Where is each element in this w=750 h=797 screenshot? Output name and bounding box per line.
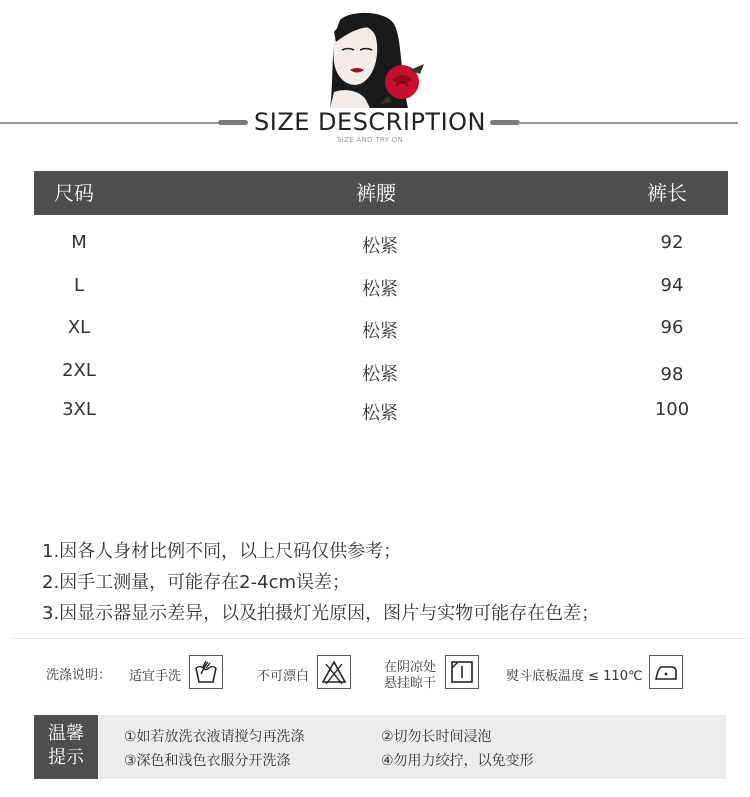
page-title: SIZE DESCRIPTION: [254, 108, 486, 136]
cell-waist: 松紧: [362, 236, 398, 257]
care-text-iron: 熨斗底板温度 ≤ 110℃: [506, 669, 643, 684]
care-text-no-bleach: 不可漂白: [257, 669, 310, 684]
hand-wash-icon: [189, 655, 223, 689]
note-line: 3.因显示器显示差异，以及拍摄灯光原因，图片与实物可能存在色差；: [42, 603, 600, 624]
care-label: 洗涤说明：: [46, 668, 112, 683]
table-row: [34, 360, 728, 400]
line-dry-shade-icon: [445, 655, 479, 689]
note-line: 2.因手工测量，可能存在2-4cm误差；: [42, 572, 351, 593]
no-bleach-icon: [317, 655, 351, 689]
tip-item: ④勿用力绞拧，以免变形: [381, 753, 534, 769]
cell-size: XL: [67, 317, 91, 338]
page-subtitle: SIZE AND TRY ON: [336, 136, 404, 144]
size-table-header: [34, 171, 728, 215]
tip-item: ①如若放洗衣液请搅匀再洗涤: [124, 729, 305, 745]
care-text-hand-wash: 适宜手洗: [129, 669, 182, 684]
tip-item: ②切勿长时间浸泡: [381, 729, 492, 745]
iron-low-heat-icon: [649, 655, 683, 689]
column-header-waist: 裤腰: [356, 181, 396, 205]
cell-size: M: [71, 232, 87, 253]
cell-length: 92: [660, 232, 684, 253]
cell-length: 94: [660, 275, 684, 296]
woman-with-rose-icon: [330, 12, 430, 108]
table-row: [34, 399, 728, 439]
logo-illustration: [330, 12, 430, 108]
table-row: [34, 275, 728, 315]
tips-title-line1: 温馨: [48, 723, 84, 744]
cell-length: 100: [654, 399, 690, 420]
table-row: [34, 317, 728, 357]
tip-item: ③深色和浅色衣服分开洗涤: [124, 753, 291, 769]
cell-size: 2XL: [62, 360, 96, 381]
cell-size: L: [73, 275, 85, 296]
cell-waist: 松紧: [362, 279, 398, 300]
cell-waist: 松紧: [362, 403, 398, 424]
table-row: [34, 232, 728, 272]
column-header-size: 尺码: [54, 181, 94, 205]
care-text-dry-line2: 悬挂晾干: [384, 676, 437, 691]
divider: [12, 638, 748, 639]
cell-length: 96: [660, 317, 684, 338]
care-text-dry-line1: 在阴凉处: [384, 660, 437, 675]
cell-waist: 松紧: [362, 364, 398, 385]
column-header-length: 裤长: [647, 181, 687, 205]
cell-length: 98: [660, 364, 684, 385]
note-line: 1.因各人身材比例不同，以上尺码仅供参考；: [42, 541, 402, 562]
tips-title: [34, 715, 98, 779]
cell-size: 3XL: [62, 399, 96, 420]
tips-title-line2: 提示: [48, 747, 84, 768]
cell-waist: 松紧: [362, 321, 398, 342]
